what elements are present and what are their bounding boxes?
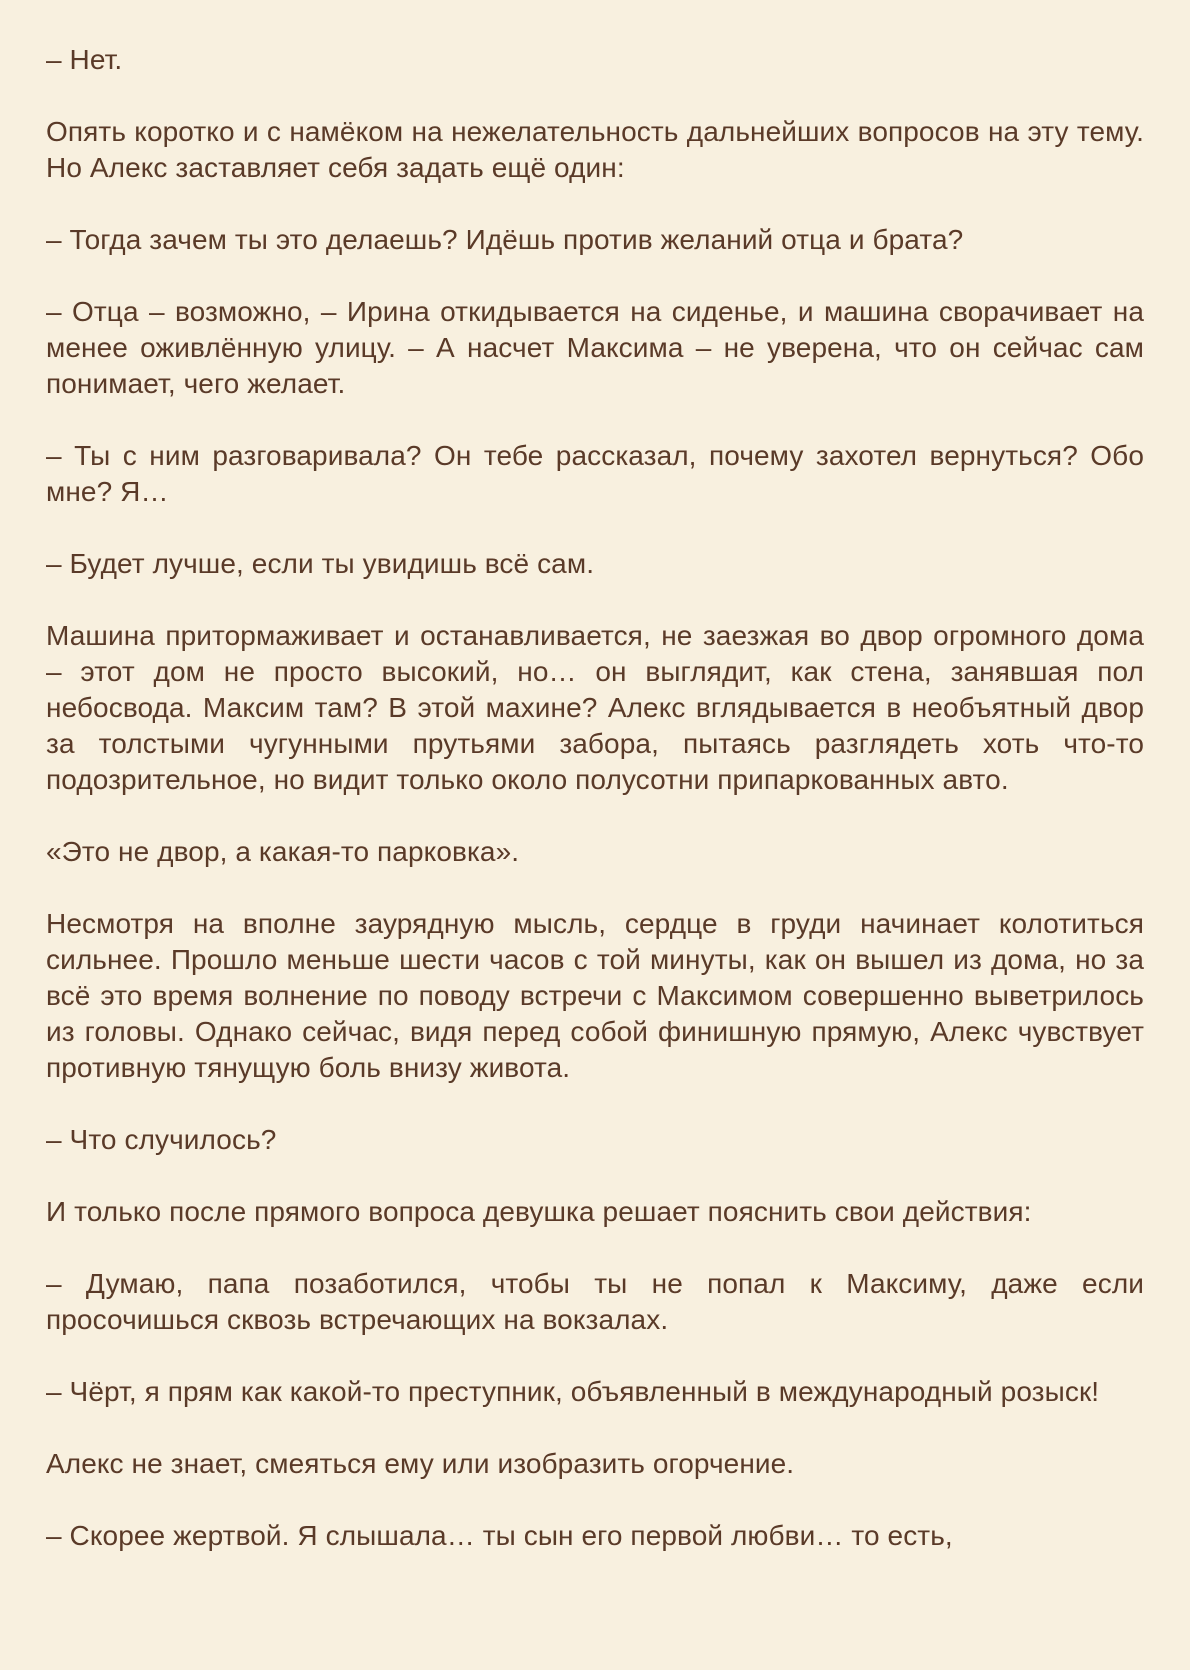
paragraph-11: И только после прямого вопроса девушка решает пояснить свои действия: — [46, 1196, 1032, 1227]
paragraph-4: – Отца – возможно, – Ирина откидывается на сиденье, и машина сворачивает на менее оживлённую улицу. – А насчет Максима – не уверена, что он сейчас сам понимает, чего желает. — [46, 296, 1144, 399]
paragraph-14: Алекс не знает, смеяться ему или изобразить огорчение. — [46, 1448, 795, 1479]
paragraph-9: Несмотря на вполне заурядную мысль, сердце в груди начинает колотиться сильнее. Прошло меньше шести часов с той минуты, как он вышел из дома, но за всё это время волнение по поводу встречи с Максимом совершенно выветрилось из головы. Однако сейчас, видя перед собой финишную прямую, Алекс чувствует противную тянущую боль внизу живота. — [46, 908, 1144, 1083]
paragraph-3: – Тогда зачем ты это делаешь? Идёшь против желаний отца и брата? — [46, 224, 964, 255]
paragraph-12: – Думаю, папа позаботился, чтобы ты не попал к Максиму, даже если просочишься сквозь встречающих на вокзалах. — [46, 1268, 1144, 1335]
paragraph-1: – Нет. — [46, 44, 123, 75]
paragraph-15: – Скорее жертвой. Я слышала… ты сын его первой любви… то есть, — [46, 1520, 953, 1551]
paragraph-2: Опять коротко и с намёком на нежелательность дальнейших вопросов на эту тему. Но Алекс заставляет себя задать ещё один: — [46, 116, 1144, 183]
paragraph-8: «Это не двор, а какая-то парковка». — [46, 836, 520, 867]
paragraph-10: – Что случилось? — [46, 1124, 277, 1155]
paragraph-7: Машина притормаживает и останавливается, не заезжая во двор огромного дома – этот дом не просто высокий, но… он выглядит, как стена, занявшая пол небосвода. Максим там? В этой махине? Алекс вглядывается в необъятный двор за толстыми чугунными прутьями забора, пытаясь разглядеть хоть что-то подозрительное, но видит только около полусотни припаркованных авто. — [46, 620, 1144, 795]
paragraph-6: – Будет лучше, если ты увидишь всё сам. — [46, 548, 595, 579]
paragraph-5: – Ты с ним разговаривала? Он тебе рассказал, почему захотел вернуться? Обо мне? Я… — [46, 440, 1144, 507]
paragraph-13: – Чёрт, я прям как какой-то преступник, объявленный в международный розыск! — [46, 1376, 1100, 1407]
